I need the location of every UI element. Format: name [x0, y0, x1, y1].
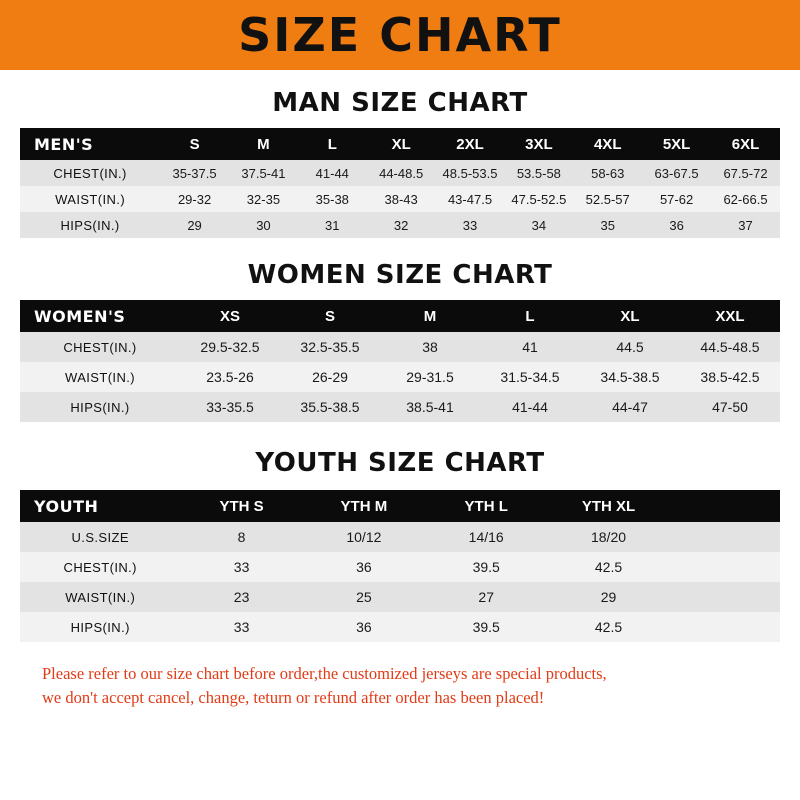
cell: 33: [436, 212, 505, 238]
cell: 29: [547, 582, 669, 612]
table-header-row: [20, 128, 780, 160]
cell: 31.5-34.5: [480, 362, 580, 392]
column-header: XXL: [680, 300, 780, 332]
table-header-row: [20, 490, 780, 522]
column-header: 4XL: [573, 128, 642, 160]
column-header: 6XL: [711, 128, 780, 160]
cell: 42.5: [547, 552, 669, 582]
column-header: S: [160, 128, 229, 160]
row-label: WAIST(IN.): [20, 362, 180, 392]
column-header: XL: [580, 300, 680, 332]
cell: 47.5-52.5: [504, 186, 573, 212]
column-header: YTH XL: [547, 490, 669, 522]
women-section-title: WOMEN SIZE CHART: [247, 260, 553, 290]
content: [0, 88, 800, 710]
cell: 31: [298, 212, 367, 238]
cell: 29: [160, 212, 229, 238]
cell: 57-62: [642, 186, 711, 212]
column-header: M: [380, 300, 480, 332]
youth-size-table: [20, 490, 780, 642]
cell: 38-43: [367, 186, 436, 212]
page-title: SIZE CHART: [238, 8, 562, 62]
cell: 14/16: [425, 522, 547, 552]
cell: 36: [642, 212, 711, 238]
column-header: YTH L: [425, 490, 547, 522]
cell: 29-32: [160, 186, 229, 212]
cell: [670, 522, 780, 552]
women-size-table: [20, 300, 780, 422]
cell: 32: [367, 212, 436, 238]
column-header: MEN'S: [20, 128, 160, 160]
cell: 29-31.5: [380, 362, 480, 392]
table-row: [20, 332, 780, 362]
cell: 39.5: [425, 612, 547, 642]
column-header: S: [280, 300, 380, 332]
table-row: [20, 582, 780, 612]
cell: 44-47: [580, 392, 680, 422]
cell: 41: [480, 332, 580, 362]
row-label: CHEST(IN.): [20, 332, 180, 362]
cell: 8: [180, 522, 302, 552]
cell: 33: [180, 612, 302, 642]
header-band: [0, 0, 800, 70]
man-size-table: [20, 128, 780, 238]
column-header: YOUTH: [20, 490, 180, 522]
cell: 33: [180, 552, 302, 582]
column-header: 3XL: [504, 128, 573, 160]
cell: 41-44: [298, 160, 367, 186]
cell: 35-37.5: [160, 160, 229, 186]
youth-section-title: YOUTH SIZE CHART: [255, 448, 545, 478]
cell: 23: [180, 582, 302, 612]
cell: 37: [711, 212, 780, 238]
row-label: HIPS(IN.): [20, 612, 180, 642]
column-header: XL: [367, 128, 436, 160]
cell: 29.5-32.5: [180, 332, 280, 362]
cell: 35: [573, 212, 642, 238]
column-header: YTH S: [180, 490, 302, 522]
man-section-title: MAN SIZE CHART: [272, 88, 528, 118]
cell: 44.5-48.5: [680, 332, 780, 362]
cell: 38.5-41: [380, 392, 480, 422]
column-header: M: [229, 128, 298, 160]
cell: 58-63: [573, 160, 642, 186]
cell: 35.5-38.5: [280, 392, 380, 422]
table-row: [20, 612, 780, 642]
cell: 36: [303, 552, 425, 582]
cell: 52.5-57: [573, 186, 642, 212]
cell: 53.5-58: [504, 160, 573, 186]
cell: 44.5: [580, 332, 680, 362]
cell: [670, 552, 780, 582]
row-label: WAIST(IN.): [20, 582, 180, 612]
cell: 18/20: [547, 522, 669, 552]
table-header-row: [20, 300, 780, 332]
column-header: XS: [180, 300, 280, 332]
notice-line-2: we don't accept cancel, change, teturn or refund after order has been placed!: [42, 687, 545, 707]
cell: 35-38: [298, 186, 367, 212]
column-header: L: [298, 128, 367, 160]
row-label: HIPS(IN.): [20, 392, 180, 422]
cell: 43-47.5: [436, 186, 505, 212]
cell: 36: [303, 612, 425, 642]
cell: 32.5-35.5: [280, 332, 380, 362]
cell: 67.5-72: [711, 160, 780, 186]
cell: 41-44: [480, 392, 580, 422]
cell: 62-66.5: [711, 186, 780, 212]
row-label: CHEST(IN.): [20, 160, 160, 186]
cell: 27: [425, 582, 547, 612]
cell: 37.5-41: [229, 160, 298, 186]
order-notice: [20, 662, 780, 710]
cell: 26-29: [280, 362, 380, 392]
row-label: CHEST(IN.): [20, 552, 180, 582]
column-header: 5XL: [642, 128, 711, 160]
cell: [670, 582, 780, 612]
cell: 34.5-38.5: [580, 362, 680, 392]
cell: 10/12: [303, 522, 425, 552]
row-label: HIPS(IN.): [20, 212, 160, 238]
cell: 25: [303, 582, 425, 612]
cell: 30: [229, 212, 298, 238]
row-label: U.S.SIZE: [20, 522, 180, 552]
table-row: [20, 160, 780, 186]
column-header: [670, 490, 780, 522]
column-header: 2XL: [436, 128, 505, 160]
cell: 32-35: [229, 186, 298, 212]
table-row: [20, 212, 780, 238]
table-row: [20, 552, 780, 582]
table-row: [20, 362, 780, 392]
column-header: YTH M: [303, 490, 425, 522]
table-row: [20, 522, 780, 552]
cell: 47-50: [680, 392, 780, 422]
column-header: L: [480, 300, 580, 332]
cell: 63-67.5: [642, 160, 711, 186]
cell: 48.5-53.5: [436, 160, 505, 186]
cell: 38: [380, 332, 480, 362]
row-label: WAIST(IN.): [20, 186, 160, 212]
column-header: WOMEN'S: [20, 300, 180, 332]
cell: 39.5: [425, 552, 547, 582]
cell: 42.5: [547, 612, 669, 642]
cell: 34: [504, 212, 573, 238]
cell: 38.5-42.5: [680, 362, 780, 392]
cell: 44-48.5: [367, 160, 436, 186]
cell: 33-35.5: [180, 392, 280, 422]
cell: 23.5-26: [180, 362, 280, 392]
notice-line-1: Please refer to our size chart before order,the customized jerseys are special products,: [42, 664, 607, 683]
table-row: [20, 186, 780, 212]
cell: [670, 612, 780, 642]
table-row: [20, 392, 780, 422]
